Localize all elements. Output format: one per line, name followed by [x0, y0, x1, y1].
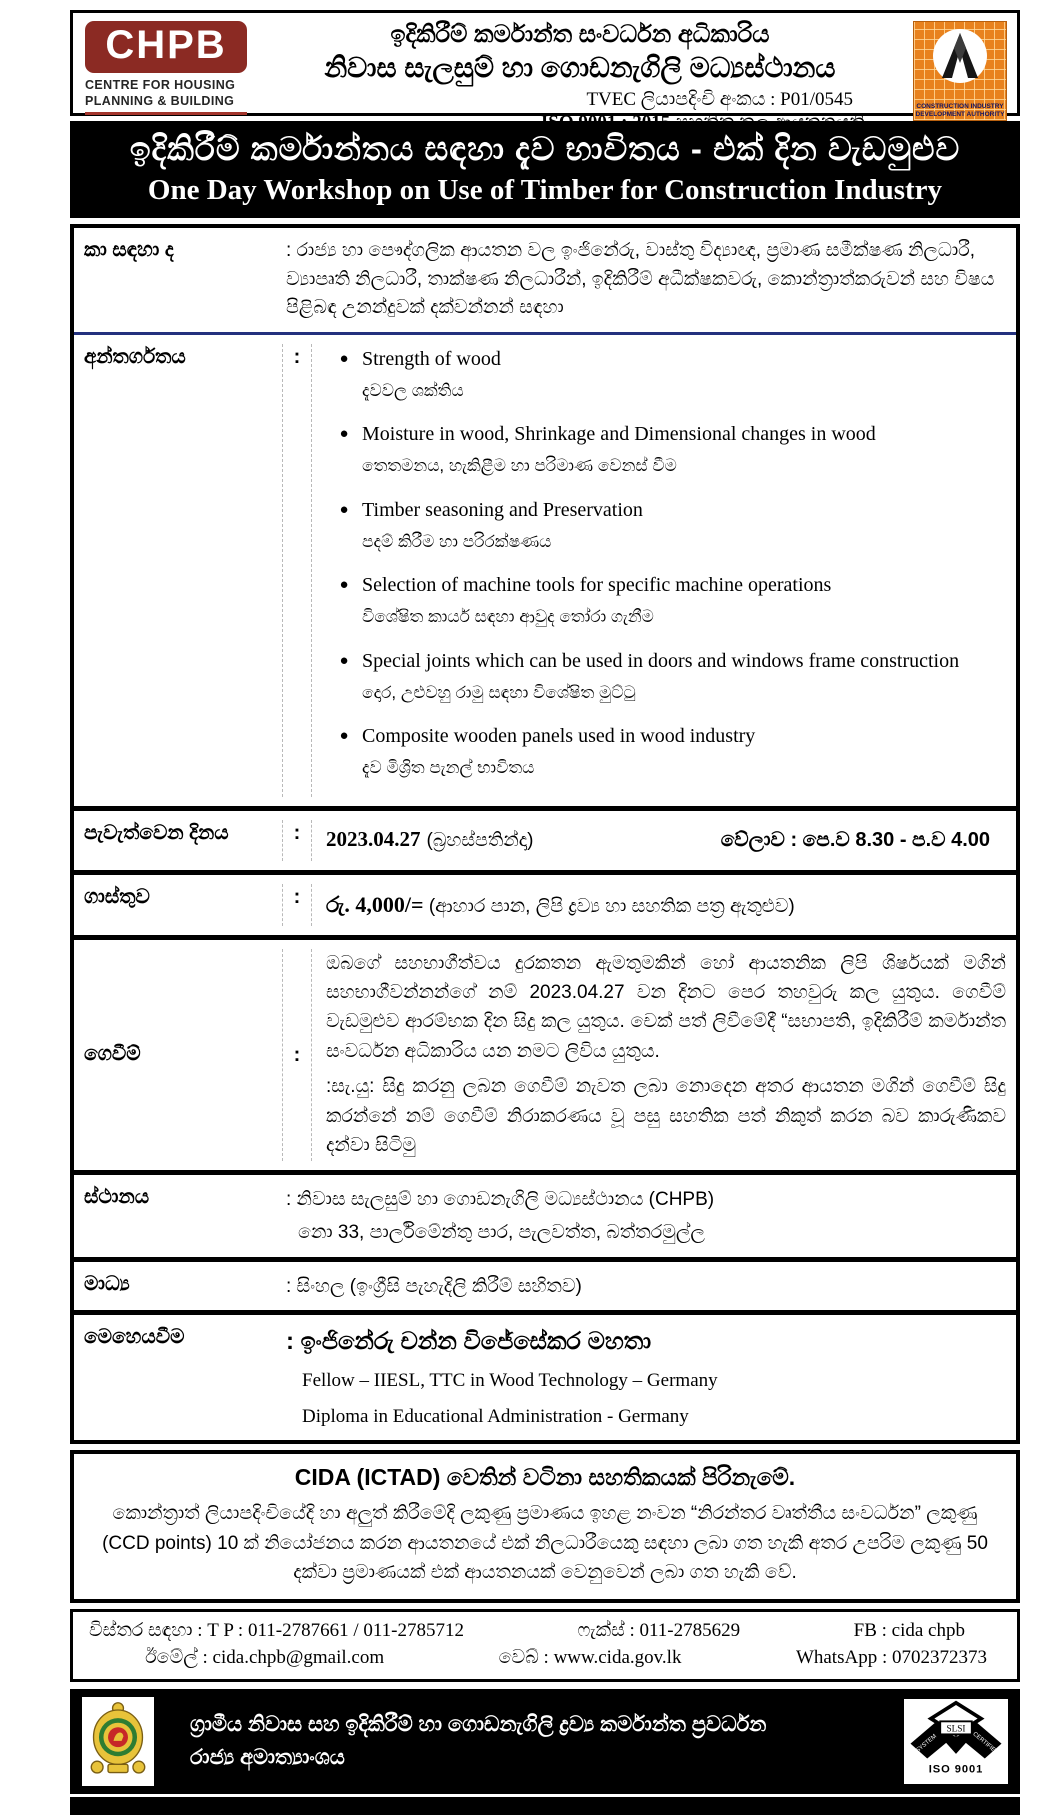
bullet-icon: ●: [339, 500, 349, 518]
payment-colon: [282, 949, 312, 1161]
chpb-logo-caption: [85, 77, 247, 115]
topic-english: Special joints which can be used in doors and windows frame construction: [362, 649, 960, 672]
org-name-sinhala-authority: ඉදිකිරීම් කර්මාන්ත සංවර්ධන අධිකාරිය: [390, 21, 770, 48]
workshop-date: 2023.04.27: [326, 826, 421, 851]
slsi-text: SLSI: [946, 1724, 966, 1735]
cida-caption-line2: DEVELOPMENT AUTHORITY: [915, 111, 1005, 119]
cida-caption-line1: CONSTRUCTION INDUSTRY: [916, 103, 1004, 111]
location-line2: නො 33, පාර්ලිමේන්තු පාර, පැලවත්ත, බත්තරමුල්ල: [298, 1222, 705, 1244]
chpb-caption-line1: CENTRE FOR HOUSING: [85, 78, 236, 92]
contact-whatsapp: WhatsApp : 0702372373: [795, 1647, 987, 1669]
ministry-name: [190, 1709, 766, 1774]
date-colon: :: [282, 820, 312, 862]
topic-english: Moisture in wood, Shrinkage and Dimensional changes in wood: [362, 423, 876, 445]
bullet-icon: ●: [339, 576, 349, 593]
contents-label: අන්තර්ගතය: [84, 345, 186, 368]
chpb-logo: [85, 21, 247, 115]
facilitator-label: මෙහෙයවීම: [84, 1326, 185, 1349]
topic-english: Timber seasoning and Preservation: [362, 498, 643, 521]
list-item: [326, 495, 1006, 555]
contact-email: ඊමේල් : cida.chpb@gmail.com: [145, 1647, 385, 1669]
fee-colon: :: [282, 884, 312, 926]
slsi-iso-text: ISO 9001: [928, 1763, 984, 1776]
workshop-title-english: One Day Workshop on Use of Timber for Construction Industry: [147, 174, 943, 206]
row-contents: [74, 332, 1016, 806]
topic-english: Selection of machine tools for specific machine operations: [362, 574, 832, 596]
slsi-iso9001-icon: [904, 1699, 1008, 1784]
chpb-logo-abbr: CHPB: [85, 21, 247, 73]
certificate-section: [70, 1450, 1020, 1603]
audience-label: කා සඳහා ද: [84, 239, 174, 261]
fee-note: (ආහාර පාන, ලිපි ද්‍රව්‍ය හා සහතික පත්‍ර ඇතුළුව): [428, 896, 795, 917]
location-line1: : නිවාස සැලසුම් හා ගොඩනැගිලි මධ්‍යස්ථානය (CHPB): [286, 1188, 715, 1210]
bullet-icon: ●: [339, 425, 349, 442]
row-date: [74, 806, 1016, 871]
certificate-body: කොන්ත්‍රාත් ලියාපදිංචියේදි හා අලුත් කිරීමේදි ලකුණු ප්‍රමාණය ඉහළ නංවන “නිරන්තර වෘත්තීය සංවර්ධන” ලකුණු (CCD points) 10 ක් නියෝජනය කරන ආයතනයේ එක් නිලධාරීයෙකු සඳහා ලබා ගත හැකි අතර උපරිම ලකුණු 50 දක්වා ප්‍රමාණයක් එක් ආයතනයක් වෙනුවෙන් ලබා ගත හැකි වේ.: [102, 1503, 988, 1583]
contact-section: [70, 1609, 1020, 1682]
topic-sinhala: විශේෂිත කාර්ය සඳහා ආවුද තෝරා ගැනීම: [362, 607, 654, 626]
payment-instructions: ඔබගේ සහභාගීත්වය දුරකතන ඇමතුමකින් හෝ ආයතනික ලිපි ශිර්ෂයක් මගින් සහභාගීවන්නන්ගේ නම් 2023.04.27 වන දිනට පෙර තහවුරු කල යුතුය. ගෙවීම් වැඩමුළුව ආරම්භක දින සිදු කල යුතුය. චෙක් පත් ලිවීමේදී “සභාපති, ඉදිකිරීම් කර්මාන්ත සංවර්ධන අධිකාරිය යන නමට ලිවිය යුතුය.: [326, 952, 1006, 1062]
medium-text: : සිංහල (ඉංග්‍රීසි පැහැදිලි කිරීම් සහිතව): [286, 1275, 582, 1297]
workshop-time: වේලාව : පෙ.ව 8.30 - ප.ව 4.00: [720, 828, 990, 851]
cida-logo-caption: [914, 103, 1006, 119]
contact-facebook: FB : cida chpb: [853, 1620, 965, 1642]
footer-divider: [70, 1794, 1020, 1805]
workshop-weekday: (බ්‍රහස්පතින්දා): [426, 829, 534, 851]
list-item: [326, 646, 1006, 706]
date-label: පැවැත්වෙන දිනය: [84, 821, 229, 844]
payment-label: ගෙවීම්: [84, 1043, 141, 1066]
slsi-system-text: SYSTEM: [915, 1733, 938, 1755]
workshop-flyer: [70, 10, 1020, 1815]
list-item: [326, 344, 1006, 404]
topic-english: Composite wooden panels used in wood industry: [362, 725, 756, 747]
contact-line-2: [89, 1647, 1001, 1669]
sri-lanka-emblem-icon: [82, 1697, 154, 1786]
location-label: ස්ථානය: [84, 1185, 150, 1208]
topic-sinhala: දොර, උළුවහු රාමු සඳහා විශේෂිත මුට්ටු: [362, 682, 636, 702]
facilitator-qualification-2: Diploma in Educational Administration - Germany: [302, 1405, 689, 1427]
facilitator-qualification-1: Fellow – IIESL, TTC in Wood Technology – Germany: [302, 1370, 718, 1392]
payment-colon-char: :: [293, 1044, 301, 1067]
iso-number: ISO 9001 : 2015: [540, 112, 671, 133]
list-item: [326, 721, 1006, 781]
org-name-sinhala-centre: නිවාස සැලසුම් හා ගොඩනැගිලි මධ්‍යස්ථානය: [324, 52, 836, 83]
ministry-line1: ග්‍රාමීය නිවාස සහ ඉදිකිරීම් හා ගොඩනැගිලි ද්‍රව්‍ය කර්මාන්ත ප්‍රවර්ධන: [190, 1713, 767, 1737]
row-facilitator: [74, 1310, 1016, 1440]
header-org-block: [247, 21, 913, 134]
list-item: [326, 570, 1006, 630]
row-location: [74, 1170, 1016, 1257]
contact-website: වෙබ් : www.cida.gov.lk: [498, 1647, 682, 1669]
contents-colon: :: [282, 344, 312, 797]
ministry-line2: රාජ්‍ය අමාත්‍යාංශය: [190, 1745, 345, 1769]
payment-note: :සැ.යු: සිදු කරනු ලබන ගෙවීම් නැවත ලබා නොදෙන අතර ආයතන මගින් ගෙවීම් සිදු කරන්නේ නම් ගෙවීම් නිරාකරණය වූ පසු සහතික පත් නිකුත් කරන බව කාරුණිකව දන්වා සිටිමු: [326, 1076, 1006, 1157]
contact-phone: විස්තර සඳහා : T P : 011-2787661 / 011-2785712: [89, 1620, 464, 1642]
chpb-caption-line2: PLANNING & BUILDING: [85, 94, 235, 109]
footer-banner: [70, 1689, 1020, 1815]
location-content: [272, 1184, 1006, 1248]
fee-content: [312, 884, 1006, 926]
slsi-certified-text: CERTIFIED: [971, 1731, 1000, 1757]
bullet-icon: ●: [339, 727, 349, 744]
fee-amount: රු. 4,000/=: [326, 892, 424, 917]
audience-text: : රාජ්‍ය හා පෞද්ගලික ආයතන වල ඉංජිනේරු, වාස්තු විද්‍යාඥ, ප්‍රමාණ සමීක්ෂණ නිලධාරී, ව්‍යාපෘති නිලධාරී, තාක්ෂණ නිලධාරීන්, ඉදිකිරීම් අධීක්ෂකවරු, කොන්ත්‍රාත්කරුවන් සහ විෂය පිළිබඳ උනන්දුවක් දක්වන්නන් සඳහා: [286, 240, 995, 318]
contact-fax: ෆැක්ස් : 011-2785629: [577, 1620, 741, 1642]
header: [70, 10, 1020, 133]
details-table: [70, 224, 1020, 1444]
payment-content: [312, 949, 1006, 1161]
facilitator-content: [272, 1324, 1006, 1431]
workshop-title-sinhala: ඉදිකිරීම් කර්මාන්තය සඳහා දැව භාවිතය - එක් දින වැඩමුළුව: [129, 130, 961, 167]
list-item: [326, 419, 1006, 479]
contents-list: [312, 344, 1006, 797]
topic-sinhala: තෙතමනය, හැකිළීම හා පරිමාණ වෙනස් වීම: [362, 456, 677, 475]
topic-english: Strength of wood: [362, 347, 501, 370]
topic-sinhala: දැවවල ශක්තිය: [362, 380, 464, 400]
bullet-icon: ●: [339, 349, 349, 367]
date-content: [312, 820, 1006, 862]
contact-line-1: [89, 1620, 1001, 1642]
facilitator-name: : ඉංජිනේරු චන්න විජේසේකර මහතා: [286, 1328, 652, 1356]
row-fee: [74, 870, 1016, 935]
cida-logo: [913, 21, 1007, 121]
title-banner: [70, 121, 1020, 218]
topic-sinhala: දැව මිශ්‍රිත පැනල් භාවිතය: [362, 758, 535, 777]
row-payment: [74, 935, 1016, 1170]
medium-label: මාධ්‍ය: [84, 1272, 130, 1295]
bullet-icon: ●: [339, 651, 349, 669]
row-medium: [74, 1257, 1016, 1311]
certificate-title: CIDA (ICTAD) වෙතින් වටිනා සහතිකයක් පිරිනැමේ.: [294, 1464, 796, 1491]
topic-sinhala: පදම් කිරීම හා පරිරක්ෂණය: [362, 531, 552, 551]
cida-plumb-bob-icon: [932, 28, 988, 89]
tvec-registration-line: TVEC ලියාපදිංචි අංකය : P01/0545: [586, 89, 853, 110]
iso-text: සහතික කල ආයතනයකි: [670, 112, 865, 133]
fee-label: ගාස්තුව: [84, 886, 150, 908]
row-audience: [74, 228, 1016, 332]
